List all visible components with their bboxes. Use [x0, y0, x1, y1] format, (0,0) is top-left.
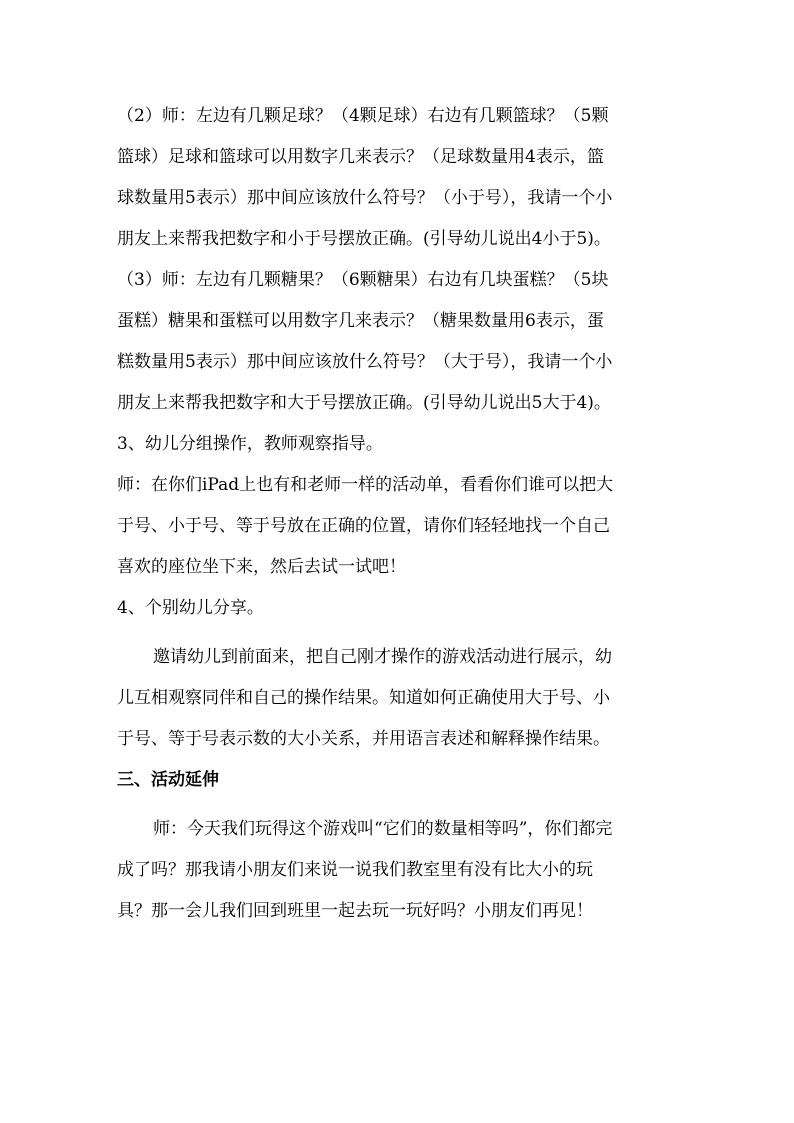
paragraph-line: 朋友上来帮我把数字和大于号摆放正确。(引导幼儿说出5大于4)。 — [117, 393, 611, 413]
paragraph-line: 成了吗？那我请小朋友们来说一说我们教室里有没有比大小的玩 — [117, 860, 593, 880]
paragraph-line: 具？那一会儿我们回到班里一起去玩一玩好吗？小朋友们再见！ — [117, 901, 593, 921]
section-heading: 4、个别幼儿分享。 — [117, 598, 264, 618]
paragraph-line: 球数量用5表示）那中间应该放什么符号？（小于号），我请一个小 — [117, 188, 613, 208]
paragraph-line: 朋友上来帮我把数字和小于号摆放正确。(引导幼儿说出4小于5)。 — [117, 229, 611, 249]
paragraph-line: 邀请幼儿到前面来，把自己刚才操作的游戏活动进行展示，幼 — [153, 647, 612, 667]
paragraph-line: 师：在你们iPad上也有和老师一样的活动单，看看你们谁可以把大 — [117, 475, 614, 495]
paragraph-line: 于号、小于号、等于号放在正确的位置，请你们轻轻地找一个自己 — [117, 516, 610, 536]
paragraph-line: 糕数量用5表示）那中间应该放什么符号？（大于号），我请一个小 — [117, 352, 613, 372]
section-heading: 3、幼儿分组操作，教师观察指导。 — [117, 434, 383, 454]
paragraph-line: 师：今天我们玩得这个游戏叫“它们的数量相等吗”，你们都完 — [153, 819, 613, 839]
paragraph-line: 蛋糕）糖果和蛋糕可以用数字几来表示？（糖果数量用6表示，蛋 — [117, 311, 604, 331]
paragraph-line: （2）师：左边有几颗足球？（4颗足球）右边有几颗篮球？（5颗 — [117, 106, 609, 126]
paragraph-line: 喜欢的座位坐下来，然后去试一试吧！ — [117, 557, 406, 577]
section-title: 三、活动延伸 — [117, 770, 219, 790]
paragraph-line: （3）师：左边有几颗糖果？（6颗糖果）右边有几块蛋糕？（5块 — [117, 270, 609, 290]
paragraph-line: 篮球）足球和篮球可以用数字几来表示？（足球数量用4表示，篮 — [117, 147, 604, 167]
paragraph-line: 于号、等于号表示数的大小关系，并用语言表述和解释操作结果。 — [117, 729, 610, 749]
paragraph-line: 儿互相观察同伴和自己的操作结果。知道如何正确使用大于号、小 — [117, 688, 610, 708]
